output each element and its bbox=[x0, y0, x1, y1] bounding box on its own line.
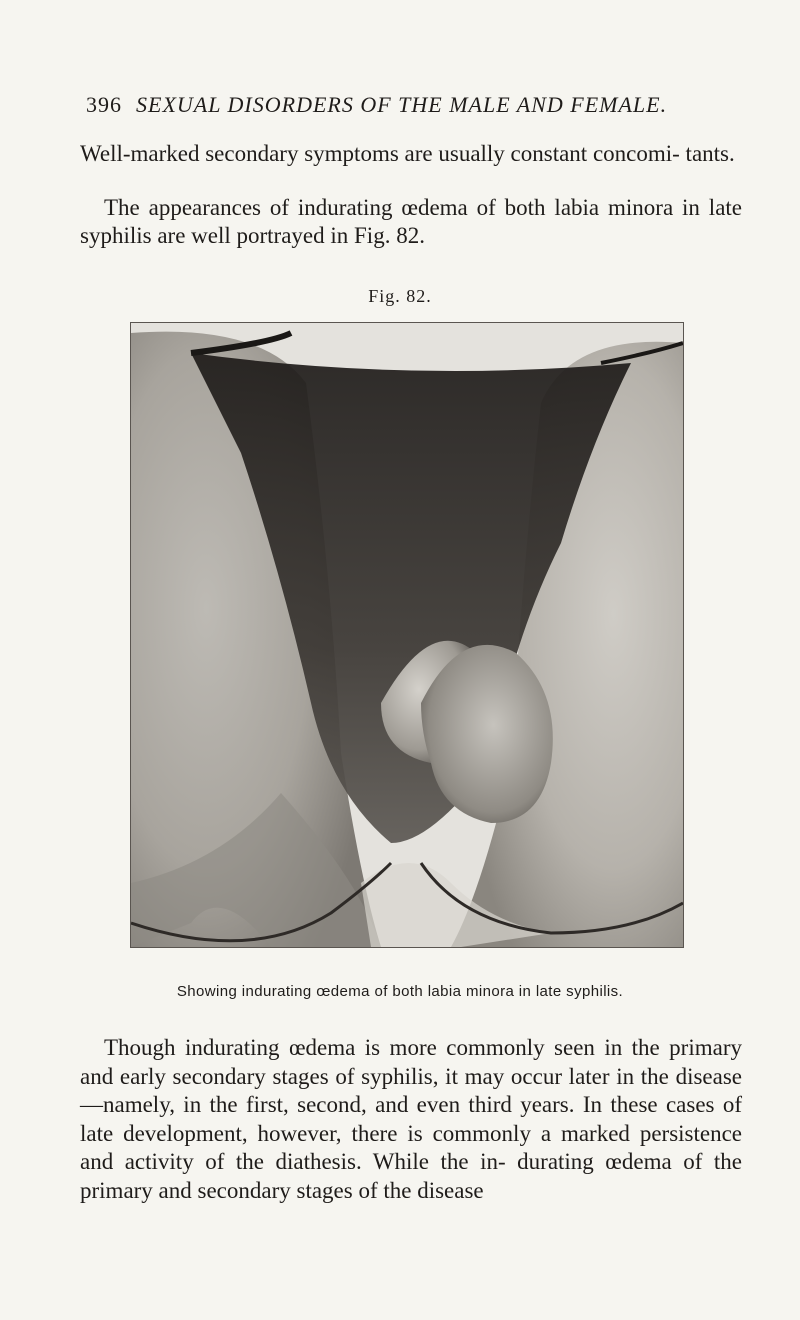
page-number: 396 bbox=[86, 92, 122, 117]
paragraph-3: Though indurating œdema is more commonly seen in the primary and early secondary stages of syphilis, it may occur later in the disease—namely, in the first, second, and even third years. In these cases of late development, however, there is commonly a marked persistence and activity of the diathesis. While the in- durating œdema of the primary and secondary stages of the disease bbox=[80, 1035, 742, 1203]
figure-caption: Showing indurating œdema of both labia minora in late syphilis. bbox=[176, 983, 624, 1000]
running-head bbox=[86, 92, 726, 118]
paragraph-2: The appearances of indurating œdema of both labia minora in late syphilis are well portrayed in Fig. 82. bbox=[80, 195, 742, 248]
running-head-title: SEXUAL DISORDERS OF THE MALE AND FEMALE. bbox=[136, 92, 668, 117]
figure-photograph bbox=[130, 322, 684, 948]
figure-label: Fig. 82. bbox=[368, 286, 432, 306]
paragraph-1: Well-marked secondary symptoms are usually constant concomi- tants. bbox=[80, 141, 735, 166]
